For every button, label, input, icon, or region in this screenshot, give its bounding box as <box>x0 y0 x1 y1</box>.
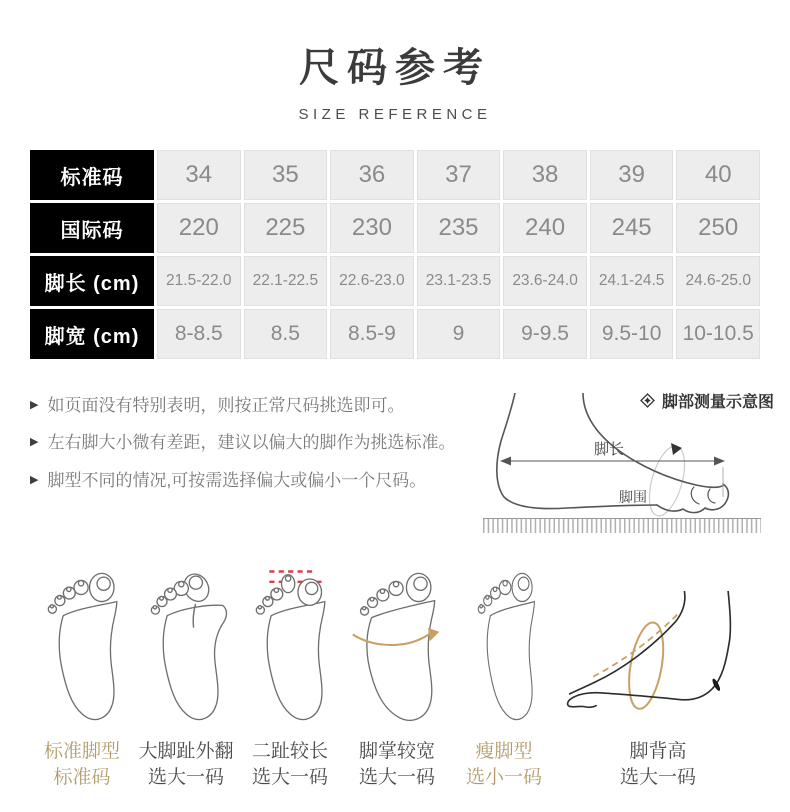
foot-type-name: 大脚趾外翻 <box>138 741 234 762</box>
note-text: 脚型不同的情况,可按需选择偏大或偏小一个尺码。 <box>47 470 427 490</box>
foot-type-name: 脚背高 <box>629 741 687 762</box>
size-cell: 22.6-23.0 <box>330 256 414 306</box>
size-cell: 38 <box>503 150 587 200</box>
foot-type-name: 标准脚型 <box>43 741 120 762</box>
size-cell: 22.1-22.5 <box>244 256 328 306</box>
foot-type-label <box>359 739 435 791</box>
size-cell: 9-9.5 <box>503 309 587 359</box>
foot-type-advice: 选大一码 <box>251 767 328 788</box>
foot-types-row <box>34 563 756 791</box>
note-text: 左右脚大小微有差距，建议以偏大的脚作为挑选标准。 <box>47 433 456 453</box>
notes-and-diagram-section <box>30 387 778 539</box>
size-cell: 40 <box>676 150 760 200</box>
narrow-foot-icon <box>456 563 552 723</box>
bullet-icon: ▶ <box>30 473 39 486</box>
size-cell: 8-8.5 <box>157 309 241 359</box>
size-cell: 220 <box>157 203 241 253</box>
wide-foot-icon <box>346 563 448 723</box>
foot-type-advice: 选小一码 <box>465 767 542 788</box>
high-instep-foot-icon <box>560 591 756 723</box>
size-cell: 9 <box>417 309 501 359</box>
size-cell: 36 <box>330 150 414 200</box>
notes-list <box>30 395 468 539</box>
size-cell: 24.6-25.0 <box>676 256 760 306</box>
bullet-icon: ▶ <box>30 399 39 411</box>
page-title: 尺码参考 <box>299 46 491 90</box>
measurement-diagram <box>468 387 778 539</box>
size-cell: 23.6-24.0 <box>503 256 587 306</box>
note-text: 如页面没有特别表明，则按正常尺码挑选即可。 <box>47 396 405 415</box>
foot-type-item <box>242 563 338 791</box>
size-cell: 245 <box>590 203 674 253</box>
table-row <box>30 309 760 359</box>
row-label-cell: 脚长 (cm) <box>30 256 154 306</box>
foot-length-label: 脚长 <box>593 441 625 458</box>
foot-type-label <box>620 739 696 791</box>
note-item <box>30 432 468 453</box>
table-row <box>30 203 760 253</box>
size-cell: 8.5-9 <box>330 309 414 359</box>
foot-type-item <box>34 563 130 791</box>
size-cell: 225 <box>244 203 328 253</box>
size-cell: 24.1-24.5 <box>590 256 674 306</box>
foot-type-item <box>138 563 234 791</box>
diagram-title-text: 脚部测量示意图 <box>661 394 774 411</box>
size-cell: 230 <box>330 203 414 253</box>
note-item <box>30 395 468 416</box>
standard-foot-icon <box>34 563 130 723</box>
size-table <box>30 150 760 359</box>
foot-type-item <box>456 563 552 791</box>
note-item <box>30 470 468 491</box>
foot-type-advice: 标准码 <box>53 767 111 788</box>
size-cell: 37 <box>417 150 501 200</box>
page-subtitle: SIZE REFERENCE <box>298 106 492 123</box>
size-cell: 240 <box>503 203 587 253</box>
foot-type-name: 二趾较长 <box>251 741 328 762</box>
page-header <box>0 0 790 123</box>
size-cell: 23.1-23.5 <box>417 256 501 306</box>
foot-type-advice: 选大一码 <box>147 767 224 788</box>
foot-type-label <box>466 739 542 791</box>
foot-type-advice: 选大一码 <box>358 767 435 788</box>
size-cell: 8.5 <box>244 309 328 359</box>
foot-girth-label: 脚围 <box>619 489 647 505</box>
row-label-cell: 脚宽 (cm) <box>30 309 154 359</box>
size-cell: 35 <box>244 150 328 200</box>
bunion-foot-icon <box>138 563 234 723</box>
foot-type-label <box>44 739 120 791</box>
table-row <box>30 256 760 306</box>
row-label-cell: 国际码 <box>30 203 154 253</box>
foot-type-label <box>252 739 328 791</box>
foot-type-advice: 选大一码 <box>619 767 696 788</box>
size-cell: 9.5-10 <box>590 309 674 359</box>
foot-type-label <box>138 739 233 791</box>
foot-type-name: 瘦脚型 <box>475 741 533 762</box>
size-cell: 250 <box>676 203 760 253</box>
size-cell: 10-10.5 <box>676 309 760 359</box>
foot-measurement-illustration <box>468 393 774 543</box>
size-cell: 34 <box>157 150 241 200</box>
size-cell: 39 <box>590 150 674 200</box>
size-cell: 21.5-22.0 <box>157 256 241 306</box>
long-toe-foot-icon <box>242 563 338 723</box>
foot-type-item <box>560 591 756 791</box>
table-row <box>30 150 760 200</box>
row-label-cell: 标准码 <box>30 150 154 200</box>
bullet-icon: ▶ <box>30 436 39 449</box>
size-cell: 235 <box>417 203 501 253</box>
foot-type-item <box>346 563 448 791</box>
foot-type-name: 脚掌较宽 <box>358 741 435 762</box>
